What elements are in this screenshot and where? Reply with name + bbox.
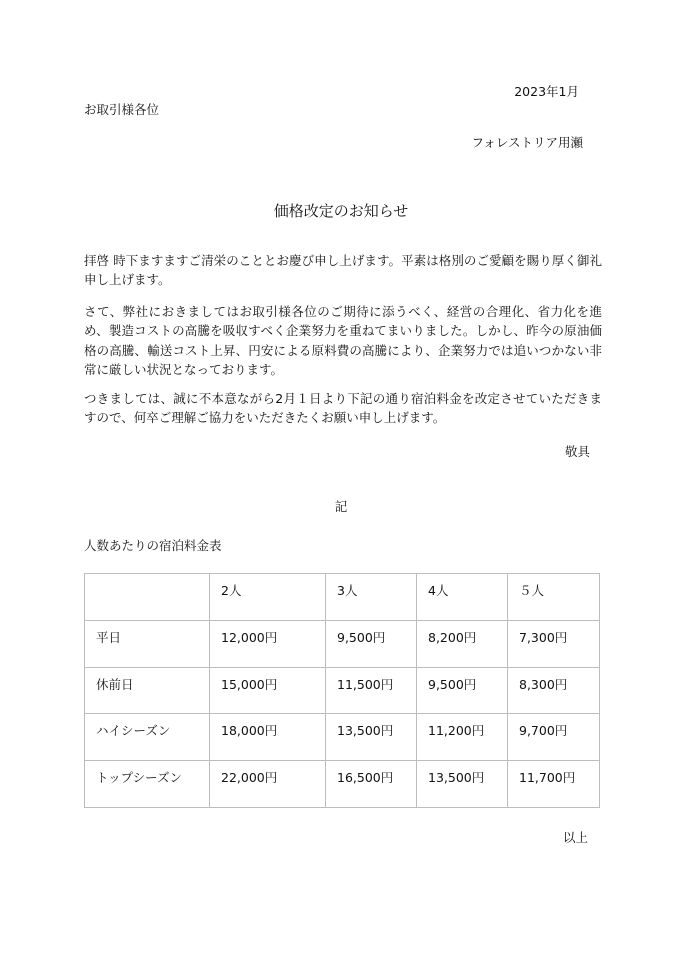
header-cell-5-people: ５人 bbox=[508, 574, 600, 621]
price-cell: 18,000円 bbox=[210, 714, 326, 761]
price-cell: 15,000円 bbox=[210, 667, 326, 714]
price-cell: 11,700円 bbox=[508, 761, 600, 808]
price-cell: 8,200円 bbox=[417, 620, 508, 667]
price-cell: 9,700円 bbox=[508, 714, 600, 761]
row-label: トップシーズン bbox=[85, 761, 210, 808]
addressee: お取引様各位 bbox=[84, 102, 160, 117]
reason-paragraph: さて、弊社におきましてはお取引様各位のご期待に添うべく、経営の合理化、省力化を進め、製造コストの高騰を吸収すべく企業努力を重ねてまいりました。しかし、昨今の原油価格の高騰、輸送コスト上昇、円安による原料費の高騰により、企業努力では追いつかない非常に厳しい状況となっております。 bbox=[84, 304, 602, 378]
price-cell: 11,200円 bbox=[417, 714, 508, 761]
price-cell: 8,300円 bbox=[508, 667, 600, 714]
greeting-paragraph: 拝啓 時下ますますご清栄のこととお慶び申し上げます。平素は格別のご愛顧を賜り厚く御礼申し上げます。 bbox=[84, 253, 602, 288]
header-cell-4-people: 4人 bbox=[417, 574, 508, 621]
header-cell-2-people: 2人 bbox=[210, 574, 326, 621]
header-cell-3-people: 3人 bbox=[326, 574, 417, 621]
table-row bbox=[85, 714, 600, 761]
document-date: 2023年1月 bbox=[514, 84, 579, 99]
end-mark: 以上 bbox=[562, 830, 588, 845]
price-cell: 13,500円 bbox=[326, 714, 417, 761]
row-label: 平日 bbox=[85, 620, 210, 667]
header-cell-empty bbox=[85, 574, 210, 621]
price-cell: 11,500円 bbox=[326, 667, 417, 714]
table-row bbox=[85, 761, 600, 808]
price-cell: 9,500円 bbox=[417, 667, 508, 714]
price-cell: 12,000円 bbox=[210, 620, 326, 667]
closing-word: 敬具 bbox=[564, 444, 590, 459]
sender-name: フォレストリア用瀬 bbox=[471, 135, 583, 150]
price-table bbox=[84, 573, 600, 808]
price-cell: 9,500円 bbox=[326, 620, 417, 667]
price-cell: 22,000円 bbox=[210, 761, 326, 808]
price-cell: 7,300円 bbox=[508, 620, 600, 667]
document-title: 価格改定のお知らせ bbox=[273, 202, 409, 220]
row-label: 休前日 bbox=[85, 667, 210, 714]
table-header-row bbox=[85, 574, 600, 621]
row-label: ハイシーズン bbox=[85, 714, 210, 761]
request-paragraph: つきましては、誠に不本意ながら2月１日より下記の通り宿泊料金を改定させていただきますので、何卒ご理解ご協力をいただきたくお願い申し上げます。 bbox=[84, 391, 602, 426]
table-row bbox=[85, 620, 600, 667]
table-row bbox=[85, 667, 600, 714]
price-cell: 16,500円 bbox=[326, 761, 417, 808]
table-caption: 人数あたりの宿泊料金表 bbox=[84, 538, 222, 553]
notice-heading: 記 bbox=[334, 499, 348, 514]
price-cell: 13,500円 bbox=[417, 761, 508, 808]
